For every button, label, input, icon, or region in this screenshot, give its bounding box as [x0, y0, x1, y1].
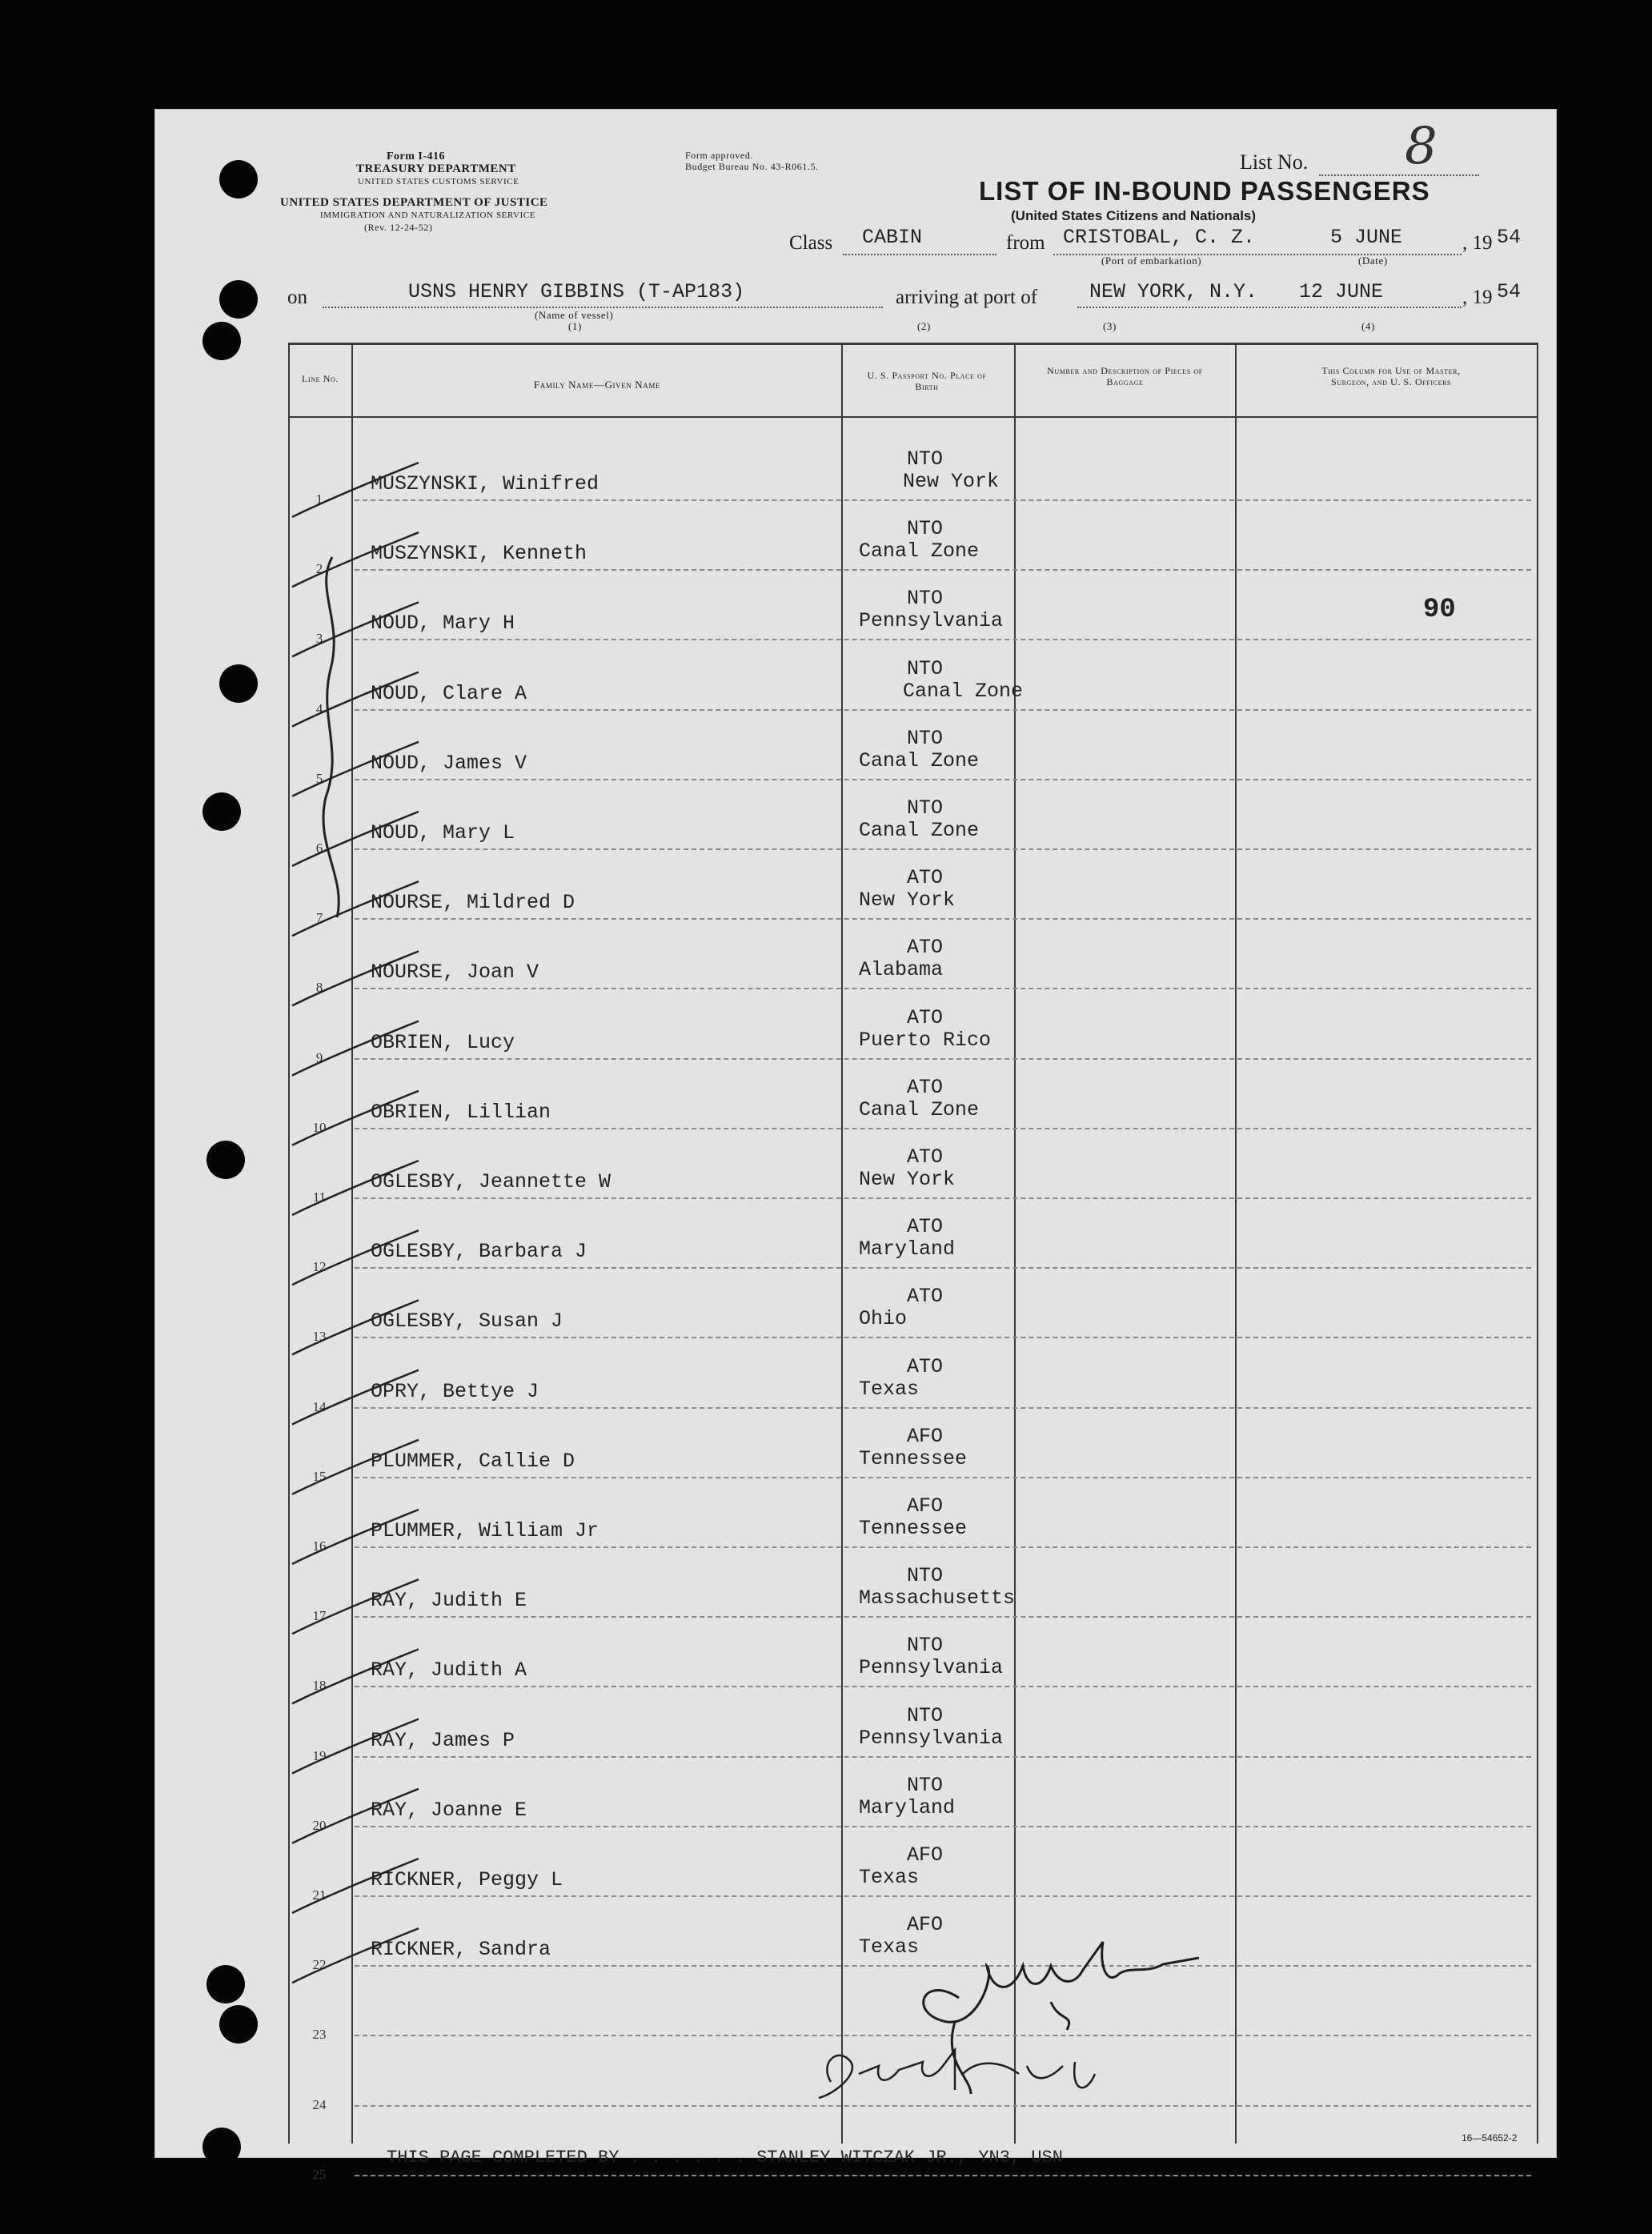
passenger-name: NOUD, Mary H: [371, 612, 515, 636]
baggage-divider: [1235, 343, 1237, 2144]
place-of-birth: Alabama: [859, 958, 944, 982]
line-number: 19: [312, 1747, 327, 1763]
row-rule: [355, 1686, 1531, 1687]
passenger-name: RICKNER, Peggy L: [371, 1868, 563, 1891]
place-of-birth: Texas: [859, 1935, 920, 1959]
arrival-year-prefix: , 19: [1462, 287, 1493, 308]
place-of-birth: Pennsylvania: [859, 1726, 1004, 1750]
line-number: 8: [315, 980, 323, 996]
place-of-birth: Texas: [859, 1377, 920, 1401]
passenger-name: RAY, Judith A: [371, 1658, 527, 1683]
row-rule: [355, 639, 1531, 640]
from-label: from: [1006, 232, 1045, 254]
customs-service: UNITED STATES CUSTOMS SERVICE: [358, 177, 519, 187]
passenger-name: OGLESBY, Barbara J: [371, 1240, 587, 1264]
col2-number: (2): [917, 320, 931, 332]
place-of-birth: Canal Zone: [903, 679, 1024, 703]
col3-number: (3): [1103, 320, 1117, 332]
passenger-name: RAY, Joanne E: [371, 1798, 527, 1822]
line-number: 5: [315, 770, 323, 786]
embarkation-caption: (Port of embarkation): [1101, 255, 1202, 267]
footer-code: 16—54652-2: [1462, 2132, 1518, 2144]
form-number: Form I-416: [387, 150, 446, 162]
officer-note: 90: [1423, 595, 1456, 626]
embarkation-year: 54: [1497, 226, 1522, 249]
line-number: 2: [315, 561, 323, 577]
passenger-name: OBRIEN, Lucy: [371, 1030, 515, 1054]
passport-code: NTO: [907, 1634, 944, 1658]
passport-code: AFO: [907, 1843, 944, 1867]
embarkation-port: CRISTOBAL, C. Z.: [1063, 226, 1256, 249]
row-rule: [355, 1546, 1531, 1548]
passport-code: NTO: [907, 1564, 944, 1588]
row-rule: [355, 1058, 1531, 1060]
line-number: 17: [312, 1608, 327, 1624]
passport-code: ATO: [907, 936, 944, 960]
place-of-birth: Tennessee: [859, 1446, 968, 1470]
passenger-name: MUSZYNSKI, Kenneth: [371, 542, 587, 566]
passport-code: NTO: [907, 796, 944, 820]
line-number: 11: [312, 1189, 327, 1205]
arrival-date: 12 JUNE: [1299, 280, 1384, 303]
line-number: 25: [312, 2166, 327, 2182]
justice-dept: UNITED STATES DEPARTMENT OF JUSTICE: [280, 196, 548, 209]
passenger-name: OGLESBY, Susan J: [371, 1310, 563, 1334]
place-of-birth: Pennsylvania: [859, 609, 1004, 633]
arrival-port: NEW YORK, N.Y.: [1089, 280, 1258, 303]
passport-code: ATO: [907, 1215, 944, 1239]
row-rule: [355, 918, 1531, 920]
table-right-border: [1537, 343, 1538, 2144]
budget-bureau: Budget Bureau No. 43-R061.5.: [685, 161, 819, 172]
row-rule: [355, 2105, 1531, 2107]
passenger-name: NOURSE, Joan V: [371, 961, 539, 985]
line-number: 18: [312, 1678, 327, 1694]
date-caption: (Date): [1358, 255, 1388, 267]
line-number: 15: [312, 1468, 327, 1484]
col4-number: (4): [1361, 320, 1375, 332]
embarkation-date: 5 JUNE: [1330, 226, 1403, 249]
punch-hole: [202, 2128, 241, 2166]
row-rule: [355, 1197, 1531, 1199]
arrival-year: 54: [1497, 280, 1522, 303]
passenger-name: OGLESBY, Jeannette W: [371, 1170, 611, 1193]
place-of-birth: Tennessee: [859, 1517, 968, 1540]
punch-hole: [219, 2005, 258, 2043]
table-top-rule: [288, 343, 1537, 345]
passport-code: ATO: [907, 1354, 944, 1378]
passport-code: ATO: [907, 1075, 944, 1099]
line-number: 24: [312, 2096, 327, 2112]
punch-hole: [202, 792, 241, 831]
place-of-birth: Pennsylvania: [859, 1656, 1004, 1680]
list-no-value: 8: [1405, 117, 1437, 176]
place-of-birth: Texas: [859, 1866, 920, 1889]
vessel-underline: [323, 307, 883, 308]
place-of-birth: Canal Zone: [859, 819, 980, 842]
col1-number: (1): [568, 320, 582, 332]
place-of-birth: Maryland: [859, 1237, 956, 1261]
col-header-passport: U. S. Passport No. Place of Birth: [867, 370, 987, 392]
passport-code: NTO: [907, 656, 944, 680]
year-prefix: , 19: [1462, 232, 1493, 254]
passenger-name: PLUMMER, William Jr: [371, 1519, 599, 1542]
place-of-birth: Canal Zone: [859, 539, 980, 564]
passenger-name: RAY, Judith E: [371, 1589, 527, 1613]
passenger-name: OBRIEN, Lillian: [371, 1100, 551, 1124]
noud-family-bracket: [323, 557, 339, 917]
completer-signature: [819, 2050, 1095, 2098]
passenger-name: RAY, James P: [371, 1728, 515, 1752]
arriving-label: arriving at port of: [896, 287, 1038, 308]
place-of-birth: New York: [859, 888, 956, 912]
class-label: Class: [789, 232, 833, 254]
line-number: 6: [315, 840, 323, 856]
punch-hole: [219, 280, 258, 319]
line-number: 22: [312, 1957, 327, 1973]
line-number: 9: [315, 1049, 323, 1065]
on-label: on: [287, 287, 307, 308]
line-number: 14: [312, 1398, 327, 1414]
passenger-manifest-page: [154, 109, 1557, 2182]
passenger-name: MUSZYNSKI, Winifred: [371, 472, 599, 495]
row-rule: [355, 1895, 1531, 1897]
passport-divider: [1014, 343, 1016, 2144]
passport-code: ATO: [907, 1285, 944, 1309]
passport-code: AFO: [907, 1913, 944, 1937]
punch-hole: [206, 1141, 245, 1179]
line-number: 7: [315, 910, 323, 926]
col-header-baggage: Number and Description of Pieces of Baggage: [1047, 365, 1203, 387]
line-number: 3: [315, 631, 323, 647]
punch-hole: [219, 160, 258, 199]
list-no-label: List No.: [1240, 150, 1309, 174]
passenger-name: NOUD, Mary L: [371, 821, 515, 844]
passport-code: NTO: [907, 587, 944, 611]
place-of-birth: New York: [903, 470, 1000, 493]
line-number: 23: [312, 2027, 327, 2043]
line-number: 12: [312, 1259, 327, 1275]
header-bottom-rule: [288, 416, 1537, 418]
line-number: 1: [315, 491, 323, 507]
passport-code: NTO: [907, 517, 944, 541]
class-underline: [843, 254, 996, 255]
passport-code: AFO: [907, 1424, 944, 1448]
punch-hole: [219, 664, 258, 703]
passport-code: NTO: [907, 447, 944, 471]
row-rule: [355, 2035, 1531, 2036]
line-number: 4: [315, 700, 323, 716]
class-value: CABIN: [862, 226, 923, 249]
row-rule: [355, 1477, 1531, 1478]
line-number: 21: [312, 1887, 327, 1903]
passport-code: ATO: [907, 1005, 944, 1029]
passenger-name: PLUMMER, Callie D: [371, 1449, 575, 1473]
place-of-birth: Ohio: [859, 1307, 908, 1331]
passenger-name: NOUD, James V: [371, 751, 527, 775]
passport-code: NTO: [907, 1703, 944, 1727]
place-of-birth: Massachusetts: [859, 1586, 1016, 1610]
passport-code: NTO: [907, 726, 944, 750]
row-rule: [355, 2175, 1531, 2176]
row-rule: [355, 499, 1531, 501]
row-rule: [355, 1267, 1531, 1269]
punch-hole: [206, 1965, 245, 2003]
col-header-name: Family Name—Given Name: [533, 379, 661, 391]
line-number: 20: [312, 1817, 327, 1833]
passenger-name: NOUD, Clare A: [371, 681, 527, 705]
passenger-name: THIS PAGE COMPLETED BY . . . . . . STANLEY WITCZAK JR., YN3, USN: [387, 2147, 1063, 2168]
place-of-birth: Canal Zone: [859, 748, 980, 772]
passenger-name: NOURSE, Mildred D: [371, 891, 575, 915]
arrival-underline: [1077, 307, 1462, 308]
line-number: 10: [312, 1119, 327, 1135]
row-rule: [355, 1616, 1531, 1618]
row-rule: [355, 1337, 1531, 1338]
form-subtitle: (United States Citizens and Nationals): [1011, 208, 1257, 223]
place-of-birth: Maryland: [859, 1795, 956, 1819]
place-of-birth: Puerto Rico: [859, 1028, 992, 1052]
place-of-birth: Canal Zone: [859, 1097, 980, 1121]
form-title: LIST OF IN-BOUND PASSENGERS: [979, 176, 1430, 206]
treasury-dept: TREASURY DEPARTMENT: [356, 162, 516, 175]
vessel-name: USNS HENRY GIBBINS (T-AP183): [408, 280, 745, 303]
ins-service: IMMIGRATION AND NATURALIZATION SERVICE: [320, 211, 536, 220]
row-rule: [355, 779, 1531, 780]
vessel-caption: (Name of vessel): [535, 309, 614, 321]
passenger-name: OPRY, Bettye J: [371, 1379, 539, 1403]
col-header-officers: This Column for Use of Master, Surgeon, and U. S. Officers: [1321, 365, 1461, 387]
row-rule: [355, 1407, 1531, 1409]
row-rule: [355, 1756, 1531, 1758]
punch-hole: [202, 322, 241, 360]
line-no-divider: [351, 343, 353, 2144]
passport-code: ATO: [907, 1145, 944, 1169]
row-rule: [355, 569, 1531, 571]
place-of-birth: New York: [859, 1168, 956, 1191]
passport-code: AFO: [907, 1494, 944, 1518]
row-rule: [355, 1128, 1531, 1129]
col-header-line-no: Line No.: [302, 373, 339, 384]
row-rule: [355, 1826, 1531, 1827]
passenger-name: RICKNER, Sandra: [371, 1938, 551, 1962]
table-left-border: [288, 343, 290, 2144]
row-rule: [355, 848, 1531, 850]
line-number: 13: [312, 1329, 327, 1345]
row-rule: [355, 1965, 1531, 1967]
passport-code: NTO: [907, 1773, 944, 1797]
form-approved: Form approved.: [685, 150, 754, 161]
row-rule: [355, 988, 1531, 989]
passport-code: ATO: [907, 866, 944, 890]
line-number: 16: [312, 1538, 327, 1554]
row-rule: [355, 709, 1531, 711]
revision-date: (Rev. 12-24-52): [364, 222, 433, 233]
name-divider: [841, 343, 843, 2144]
